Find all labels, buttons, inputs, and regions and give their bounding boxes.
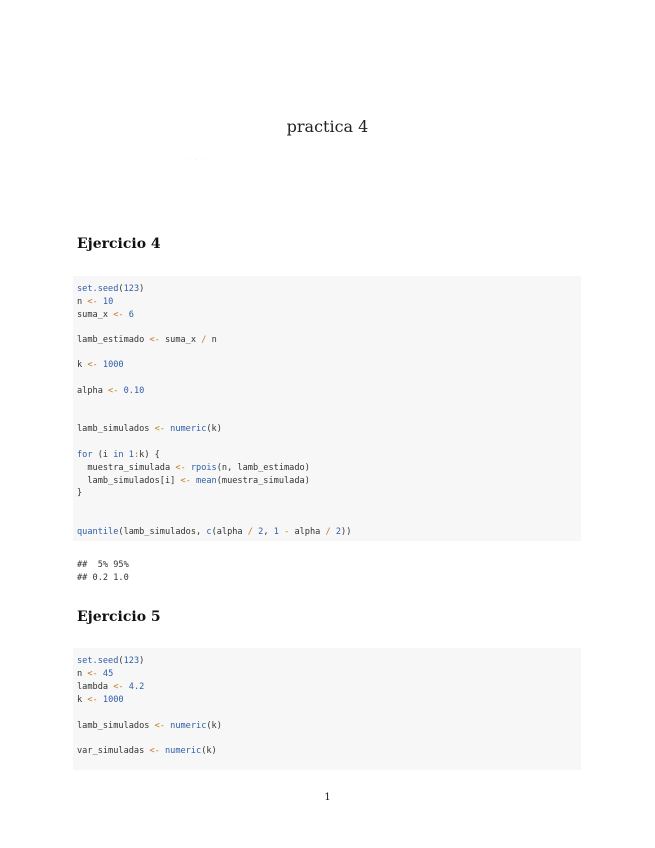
- code-line: n <- 45: [77, 669, 114, 679]
- document-title: practica 4: [286, 117, 369, 136]
- code-block-ejercicio-4: [73, 276, 581, 541]
- code-line: set.seed(123): [77, 284, 145, 294]
- code-line: k <- 1000: [77, 360, 124, 370]
- page-number: 1: [324, 792, 331, 803]
- code-line: alpha <- 0.10: [77, 386, 145, 396]
- section-heading-ejercicio-4: Ejercicio 4: [77, 236, 161, 252]
- code-line: lambda <- 4.2: [77, 682, 145, 692]
- code-line: }: [77, 488, 83, 498]
- code-line: muestra_simulada <- rpois(n, lamb_estimado): [77, 463, 310, 473]
- code-line: var_simuladas <- numeric(k): [77, 746, 217, 756]
- faint-artifact: · · ·: [186, 157, 209, 163]
- code-line: for (i in 1:k) {: [77, 450, 160, 460]
- code-line: suma_x <- 6: [77, 310, 134, 320]
- code-line: lamb_estimado <- suma_x / n: [77, 335, 217, 345]
- code-line: k <- 1000: [77, 695, 124, 705]
- code-line: lamb_simulados <- numeric(k): [77, 721, 222, 731]
- output-line: ## 5% 95%: [77, 560, 129, 570]
- code-line: lamb_simulados[i] <- mean(muestra_simulada): [77, 476, 310, 486]
- code-line: quantile(lamb_simulados, c(alpha / 2, 1 - alpha / 2)): [77, 527, 352, 537]
- output-line: ## 0.2 1.0: [77, 573, 129, 583]
- code-line: n <- 10: [77, 297, 114, 307]
- code-line: lamb_simulados <- numeric(k): [77, 424, 222, 434]
- section-heading-ejercicio-5: Ejercicio 5: [77, 609, 161, 625]
- code-block-ejercicio-5: [73, 648, 581, 770]
- code-line: set.seed(123): [77, 656, 145, 666]
